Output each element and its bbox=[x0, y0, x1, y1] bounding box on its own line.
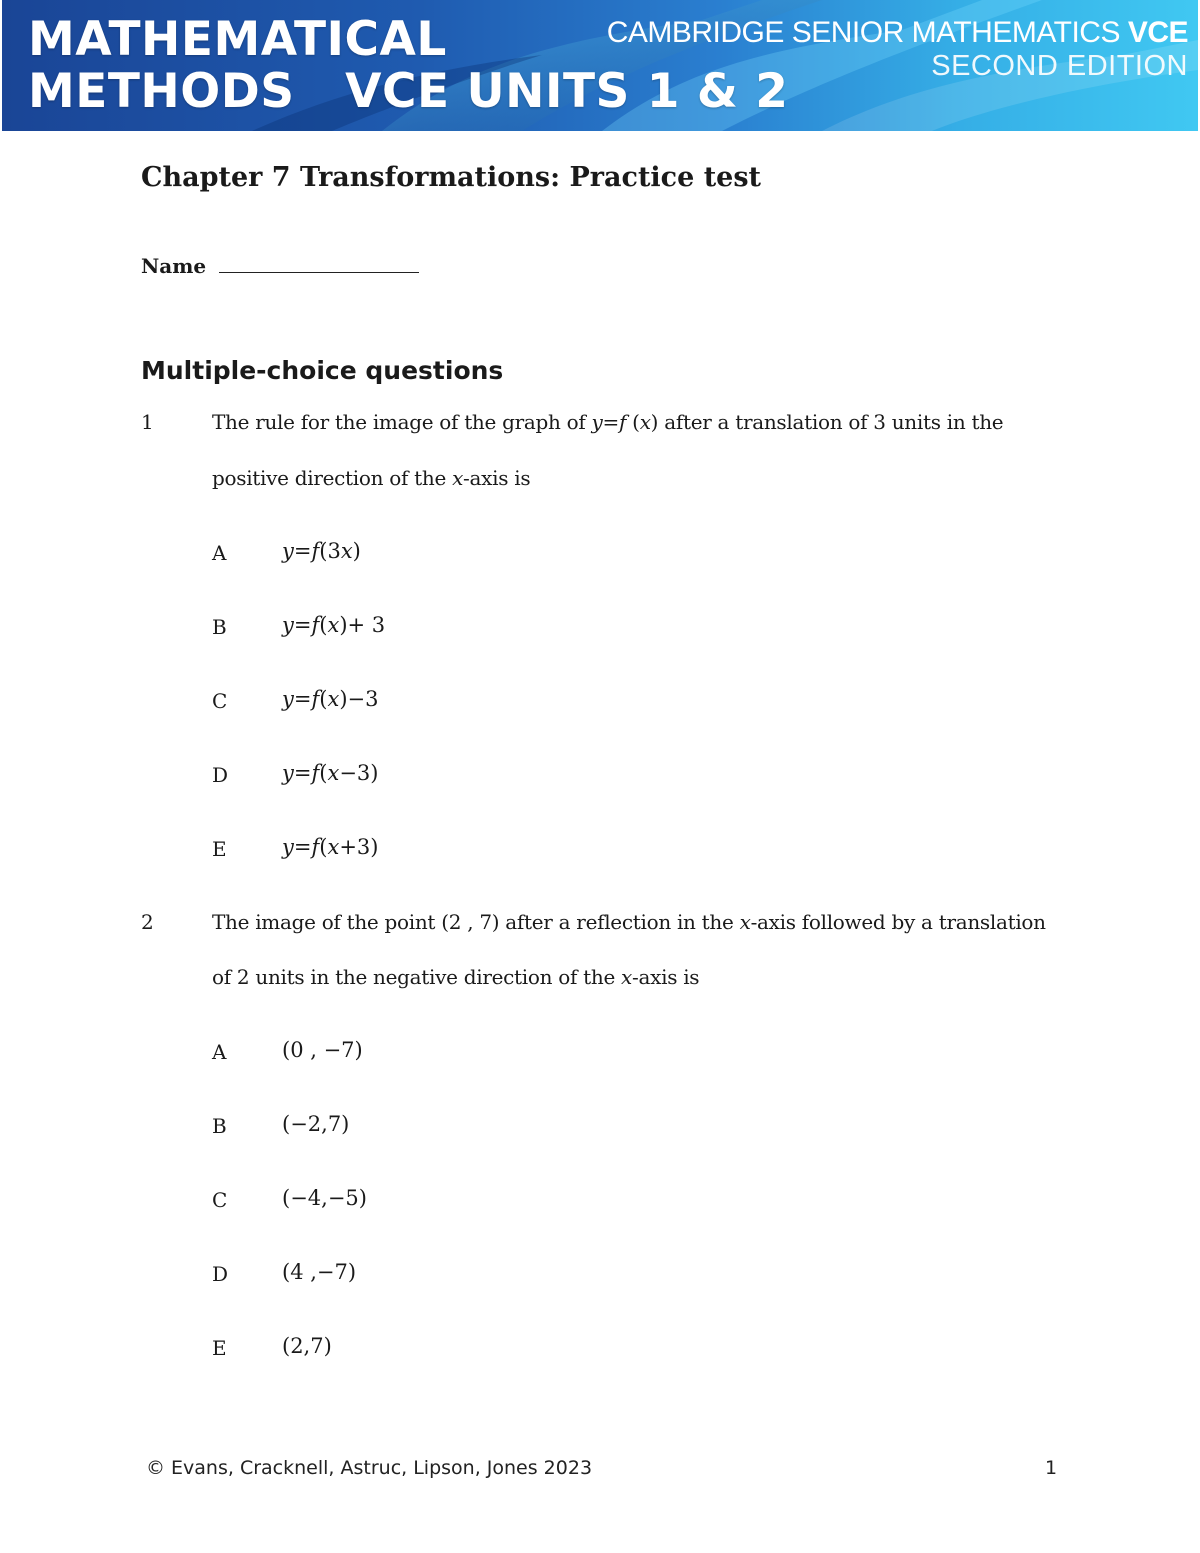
option-expression: (0 , −7) bbox=[282, 1038, 363, 1062]
option-expression: (−2,7) bbox=[282, 1112, 350, 1136]
series-prefix: CAMBRIDGE SENIOR MATHEMATICS bbox=[606, 16, 1120, 49]
question-number: 2 bbox=[141, 910, 154, 934]
page-title: Chapter 7 Transformations: Practice test bbox=[141, 162, 762, 193]
option-letter: B bbox=[212, 1114, 227, 1138]
footer-copyright: © Evans, Cracknell, Astruc, Lipson, Jones 2023 bbox=[146, 1457, 593, 1479]
option-letter: B bbox=[212, 615, 227, 639]
option-letter: C bbox=[212, 1188, 228, 1212]
option-expression: y=f(3x) bbox=[282, 539, 361, 563]
question-text-line: of 2 units in the negative direction of the x-axis is bbox=[212, 965, 700, 989]
option-expression: (2,7) bbox=[282, 1334, 332, 1358]
brand-title-line-2: METHODS VCE UNITS 1 & 2 bbox=[28, 64, 789, 119]
edition-label: SECOND EDITION bbox=[931, 50, 1188, 82]
section-heading: Multiple-choice questions bbox=[141, 356, 504, 385]
option-expression: y=f(x+3) bbox=[282, 835, 379, 859]
question-text-line: The rule for the image of the graph of y=f (x) after a translation of 3 units in the bbox=[212, 410, 1004, 434]
option-letter: D bbox=[212, 763, 229, 787]
option-expression: y=f(x)−3 bbox=[282, 687, 379, 711]
option-letter: E bbox=[212, 837, 227, 861]
option-letter: A bbox=[212, 541, 227, 565]
option-expression: y=f(x−3) bbox=[282, 761, 379, 785]
name-underline bbox=[219, 256, 419, 273]
option-expression: (−4,−5) bbox=[282, 1186, 367, 1210]
name-field-row bbox=[141, 254, 419, 278]
page-number: 1 bbox=[1045, 1457, 1058, 1479]
option-letter: D bbox=[212, 1262, 229, 1286]
option-letter: C bbox=[212, 689, 228, 713]
option-expression: y=f(x)+ 3 bbox=[282, 613, 386, 637]
option-expression: (4 ,−7) bbox=[282, 1260, 357, 1284]
question-text-line: positive direction of the x-axis is bbox=[212, 466, 531, 490]
question-number: 1 bbox=[141, 410, 154, 434]
option-letter: E bbox=[212, 1336, 227, 1360]
series-suffix: VCE bbox=[1127, 16, 1188, 49]
header-banner bbox=[2, 0, 1198, 131]
option-letter: A bbox=[212, 1040, 227, 1064]
brand-title-line-1: MATHEMATICAL bbox=[28, 12, 447, 67]
question-text-line: The image of the point (2 , 7) after a reflection in the x-axis followed by a translation bbox=[212, 910, 1046, 934]
series-name bbox=[607, 16, 1188, 50]
name-label: Name bbox=[141, 254, 207, 278]
